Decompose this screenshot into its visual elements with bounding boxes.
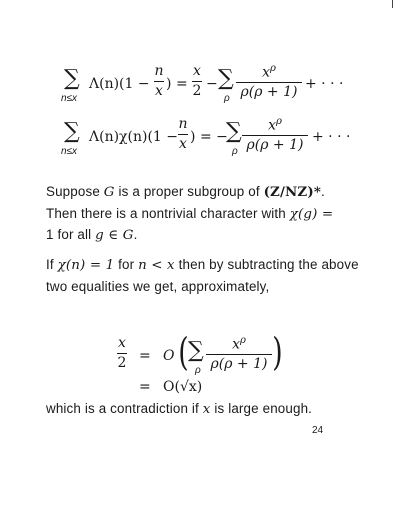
lambda-term: Λ(n)(1 − — [89, 76, 150, 92]
fraction-x-over-2: x 2 — [192, 63, 202, 99]
series-numerator: $x^\rho$ — [262, 63, 276, 81]
sum-symbol: ∑ — [64, 119, 80, 144]
sum-limit: n≤x — [61, 146, 78, 157]
series-fraction — [206, 336, 272, 372]
big-close-paren: ) — [272, 330, 283, 374]
close-paren: ) — [166, 76, 172, 92]
equals-minus: = − — [200, 129, 228, 145]
equals-sign: = — [176, 76, 188, 92]
equals-sign: = — [139, 348, 151, 364]
fraction-x-over-2: x 2 — [117, 335, 127, 371]
ellipsis-tail: + · · · — [305, 76, 344, 92]
sum-index: ρ — [232, 146, 238, 157]
edge-mark — [392, 0, 393, 8]
paragraph-subtracting: If χ(n) = 1 for n < x then by subtracting the above two equalities we get, approximately, — [46, 257, 359, 294]
minus-sign: − — [206, 76, 218, 92]
close-paren: ) — [190, 129, 196, 145]
fraction-n-over-x: n x — [154, 63, 164, 99]
sum-index: ρ — [224, 93, 230, 104]
sum-symbol: ∑ — [226, 119, 242, 144]
sum-symbol: ∑ — [188, 338, 204, 363]
paragraph-contradiction: which is a contradiction if x is large enough. — [46, 401, 313, 417]
lambda-chi-term: Λ(n)χ(n)(1 − — [89, 129, 179, 145]
sum-limit: n≤x — [61, 93, 78, 104]
ellipsis-tail: + · · · — [312, 129, 351, 145]
equals-sign-2: = — [139, 379, 151, 395]
sum-index: ρ — [195, 365, 201, 376]
big-o-sqrt: O(√x) — [163, 379, 203, 395]
big-o: O — [163, 348, 175, 364]
page-number: 24 — [312, 425, 324, 436]
series-fraction — [236, 64, 302, 100]
series-numerator: $x^\rho$ — [232, 335, 246, 353]
series-denominator: ρ(ρ + 1) — [210, 356, 268, 373]
fraction-n-over-x: n x — [178, 116, 188, 152]
big-open-paren: ( — [178, 330, 189, 374]
series-denominator: ρ(ρ + 1) — [240, 84, 298, 101]
series-fraction — [242, 117, 308, 153]
sum-symbol: ∑ — [64, 66, 80, 91]
series-denominator: ρ(ρ + 1) — [246, 137, 304, 154]
series-numerator: $x^\rho$ — [268, 116, 282, 134]
paragraph-subgroup: Suppose G is a proper subgroup of (Z/NZ)*. Then there is a nontrivial character with χ(g) = 1 for all g ∈ G. — [46, 184, 334, 244]
sum-symbol: ∑ — [218, 66, 234, 91]
